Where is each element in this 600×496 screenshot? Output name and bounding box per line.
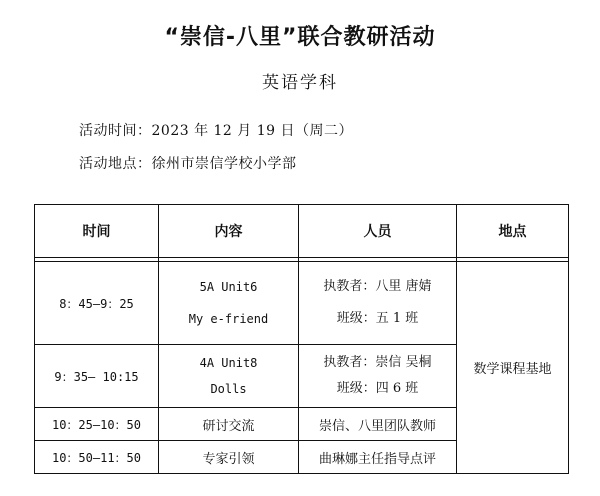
row-content xyxy=(159,262,299,345)
document-title: “崇信-八里”联合教研活动 xyxy=(164,25,436,50)
content-line: 4A Unit8 xyxy=(199,356,258,370)
row-time: 9：35— 10:15 xyxy=(35,345,159,408)
row-content: 专家引领 xyxy=(159,441,299,474)
people-line: 执教者：八里 唐婧 xyxy=(323,279,432,294)
content-line: My e-friend xyxy=(188,312,269,326)
content-line: 5A Unit6 xyxy=(199,280,258,294)
activity-place: 活动地点：徐州市崇信学校小学部 xyxy=(79,156,297,172)
row-people xyxy=(299,345,457,408)
subject-subtitle: 英语学科 xyxy=(262,73,338,93)
schedule-table xyxy=(34,204,569,474)
row-people: 曲琳娜主任指导点评 xyxy=(299,441,457,474)
header-people: 人员 xyxy=(299,205,457,258)
location-cell: 数学课程基地 xyxy=(457,262,569,474)
people-line: 班级：五 1 班 xyxy=(336,311,419,326)
people-line: 班级：四 6 班 xyxy=(336,381,419,396)
header-content: 内容 xyxy=(159,205,299,258)
activity-time: 活动时间：2023 年 12 月 19 日（周二） xyxy=(79,123,354,139)
header-time: 时间 xyxy=(35,205,159,258)
row-time: 10：50—11：50 xyxy=(35,441,159,474)
row-time: 8：45—9：25 xyxy=(35,262,159,345)
table-header-row xyxy=(35,205,569,258)
row-content xyxy=(159,345,299,408)
row-content: 研讨交流 xyxy=(159,408,299,441)
header-location: 地点 xyxy=(457,205,569,258)
row-time: 10：25—10：50 xyxy=(35,408,159,441)
table-row xyxy=(35,262,569,345)
row-people: 崇信、八里团队教师 xyxy=(299,408,457,441)
content-line: Dolls xyxy=(210,382,247,396)
people-line: 执教者：崇信 吴桐 xyxy=(323,355,432,370)
row-people xyxy=(299,262,457,345)
